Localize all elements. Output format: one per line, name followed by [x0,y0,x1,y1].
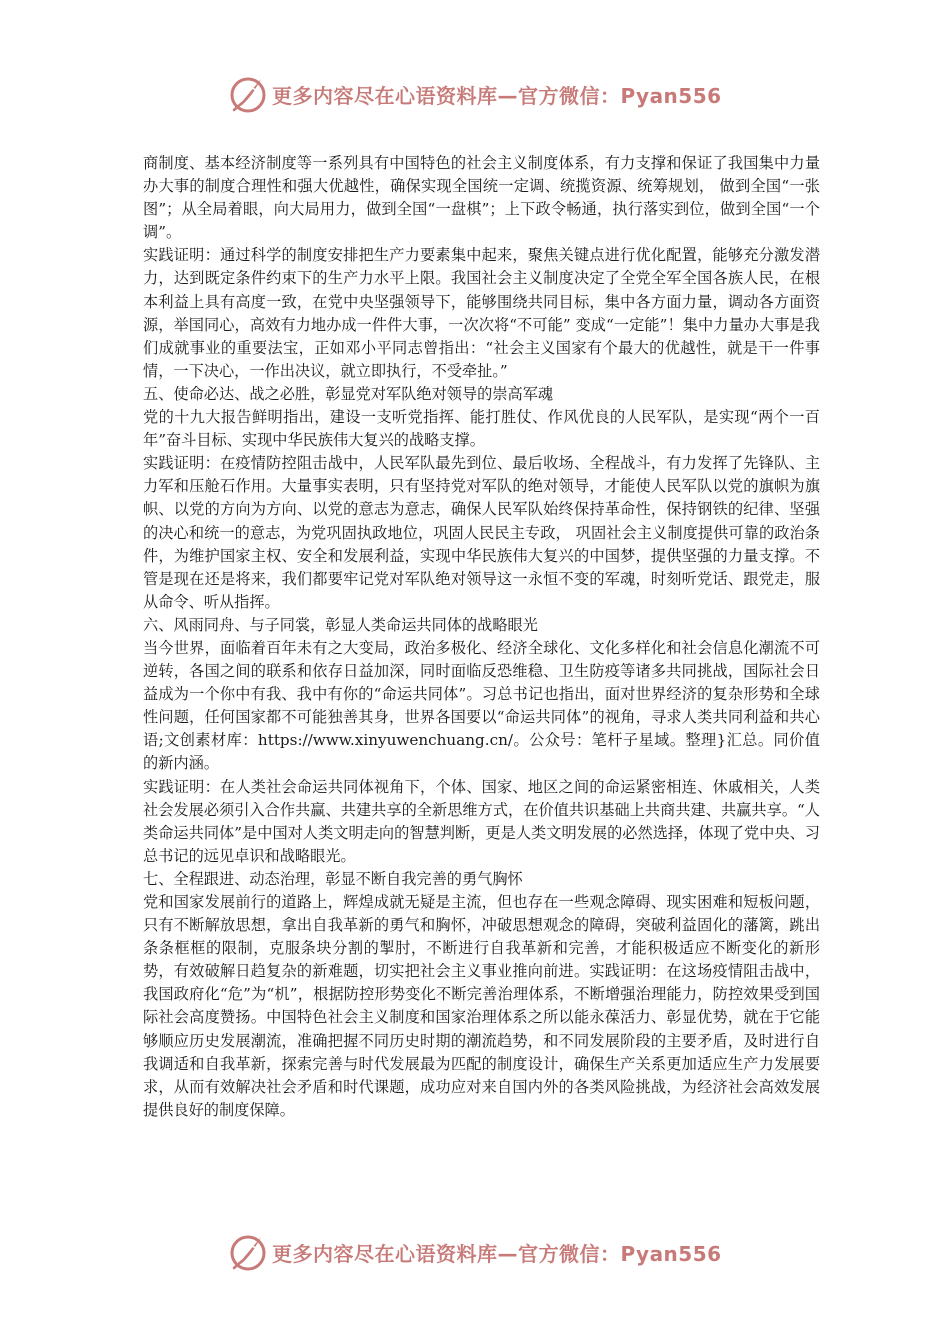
paragraph: 党和国家发展前行的道路上，辉煌成就无疑是主流，但也存在一些观念障碍、现实困难和短板问题，只有不断解放思想，拿出自我革新的勇气和胸怀，冲破思想观念的障碍，突破利益固化的藩篱，跳出条条框框的限制，克服条块分割的掣肘，不断进行自我革新和完善，才能积极适应不断变化的新形势，有效破解日趋复杂的新难题，切实把社会主义事业推向前进。实践证明：在这场疫情阻击战中，我国政府化“危”为“机”，根据防控形势变化不断完善治理体系，不断增强治理能力，防控效果受到国际社会高度赞扬。中国特色社会主义制度和国家治理体系之所以能永葆活力、彰显优势，就在于它能够顺应历史发展潮流，准确把握不同历史时期的潮流趋势，和不同发展阶段的主要矛盾，及时进行自我调适和自我革新，探索完善与时代发展最为匹配的制度设计，确保生产关系更加适应生产力发展要求，从而有效解决社会矛盾和时代课题，成功应对来自国内外的各类风险挑战，为经济社会高效发展提供良好的制度保障。 [143,893,820,1119]
paragraph: 实践证明：通过科学的制度安排把生产力要素集中起来，聚焦关键点进行优化配置，能够充分激发潜力，达到既定条件约束下的生产力水平上限。我国社会主义制度决定了全党全军全国各族人民，在根本利益上具有高度一致，在党中央坚强领导下，能够围绕共同目标，集中各方面力量，调动各方面资源，举国同心，高效有力地办成一件件大事，一次次将“不可能” 变成“一定能”！集中力量办大事是我们成就事业的重要法宝，正如邓小平同志曾指出：“社会主义国家有个最大的优越性，就是干一件事情，一下决心，一作出决议，就立即执行，不受牵扯。” [143,246,820,380]
section-heading: 六、风雨同舟、与子同裳，彰显人类命运共同体的战略眼光 [143,615,538,634]
paragraph: 商制度、基本经济制度等一系列具有中国特色的社会主义制度体系，有力支撑和保证了我国集中力量办大事的制度合理性和强大优越性，确保实现全国统一定调、统揽资源、统筹规划， 做到全国“一张图”；从全局着眼，向大局用力，做到全国“一盘棋”；上下政令畅通，执行落实到位，做到全国“一个调”。 [143,154,820,242]
banner-text: 更多内容尽在心语资料库—官方微信：Pyan556 [272,1241,722,1266]
quill-logo-icon [228,1232,268,1272]
paragraph: 实践证明：在疫情防控阻击战中，人民军队最先到位、最后收场、全程战斗，有力发挥了先锋队、主力军和压舱石作用。大量事实表明，只有坚持党对军队的绝对领导，才能使人民军队以党的旗帜为旗帜、以党的方向为方向、以党的意志为意志，确保人民军队始终保持革命性，保持钢铁的纪律、坚强的决心和统一的意志，为党巩固执政地位，巩固人民民主专政， 巩固社会主义制度提供可靠的政治条件，为维护国家主权、安全和发展利益，实现中华民族伟大复兴的中国梦，提供坚强的力量支撑。不管是现在还是将来，我们都要牢记党对军队绝对领导这一永恒不变的军魂，时刻听党话、跟党走，服从命令、听从指挥。 [143,454,820,611]
banner-text: 更多内容尽在心语资料库—官方微信：Pyan556 [272,83,722,108]
paragraph: 实践证明：在人类社会命运共同体视角下，个体、国家、地区之间的命运紧密相连、休戚相关，人类社会发展必须引入合作共赢、共建共享的全新思维方式，在价值共识基础上共商共建、共赢共享。“人类命运共同体”是中国对人类文明走向的智慧判断，更是人类文明发展的必然选择，体现了党中央、习总书记的远见卓识和战略眼光。 [143,777,820,865]
footer-banner [228,1228,748,1276]
paragraph: 当今世界，面临着百年未有之大变局，政治多极化、经济全球化、文化多样化和社会信息化潮流不可逆转，各国之间的联系和依存日益加深，同时面临反恐维稳、卫生防疫等诸多共同挑战，国际社会日益成为一个你中有我、我中有你的“命运共同体”。习总书记也指出，面对世界经济的复杂形势和全球性问题，任何国家都不可能独善其身，世界各国要以“命运共同体”的视角，寻求人类共同利益和共心语;文创素材库：https://www.xinyuwenchuang.cn/。公众号：笔杆子星域。整理}汇总。同价值的新内涵。 [143,638,820,773]
section-heading: 七、全程跟进、动态治理，彰显不断自我完善的勇气胸怀 [143,869,523,888]
quill-logo-icon [228,74,268,114]
paragraph: 党的十九大报告鲜明指出，建设一支听党指挥、能打胜仗、作风优良的人民军队，是实现“两个一百年”奋斗目标、实现中华民族伟大复兴的战略支撑。 [143,408,820,450]
header-banner [228,70,748,118]
section-heading: 五、使命必达、战之必胜，彰显党对军队绝对领导的崇高军魂 [143,384,554,403]
document-body [143,152,820,1122]
